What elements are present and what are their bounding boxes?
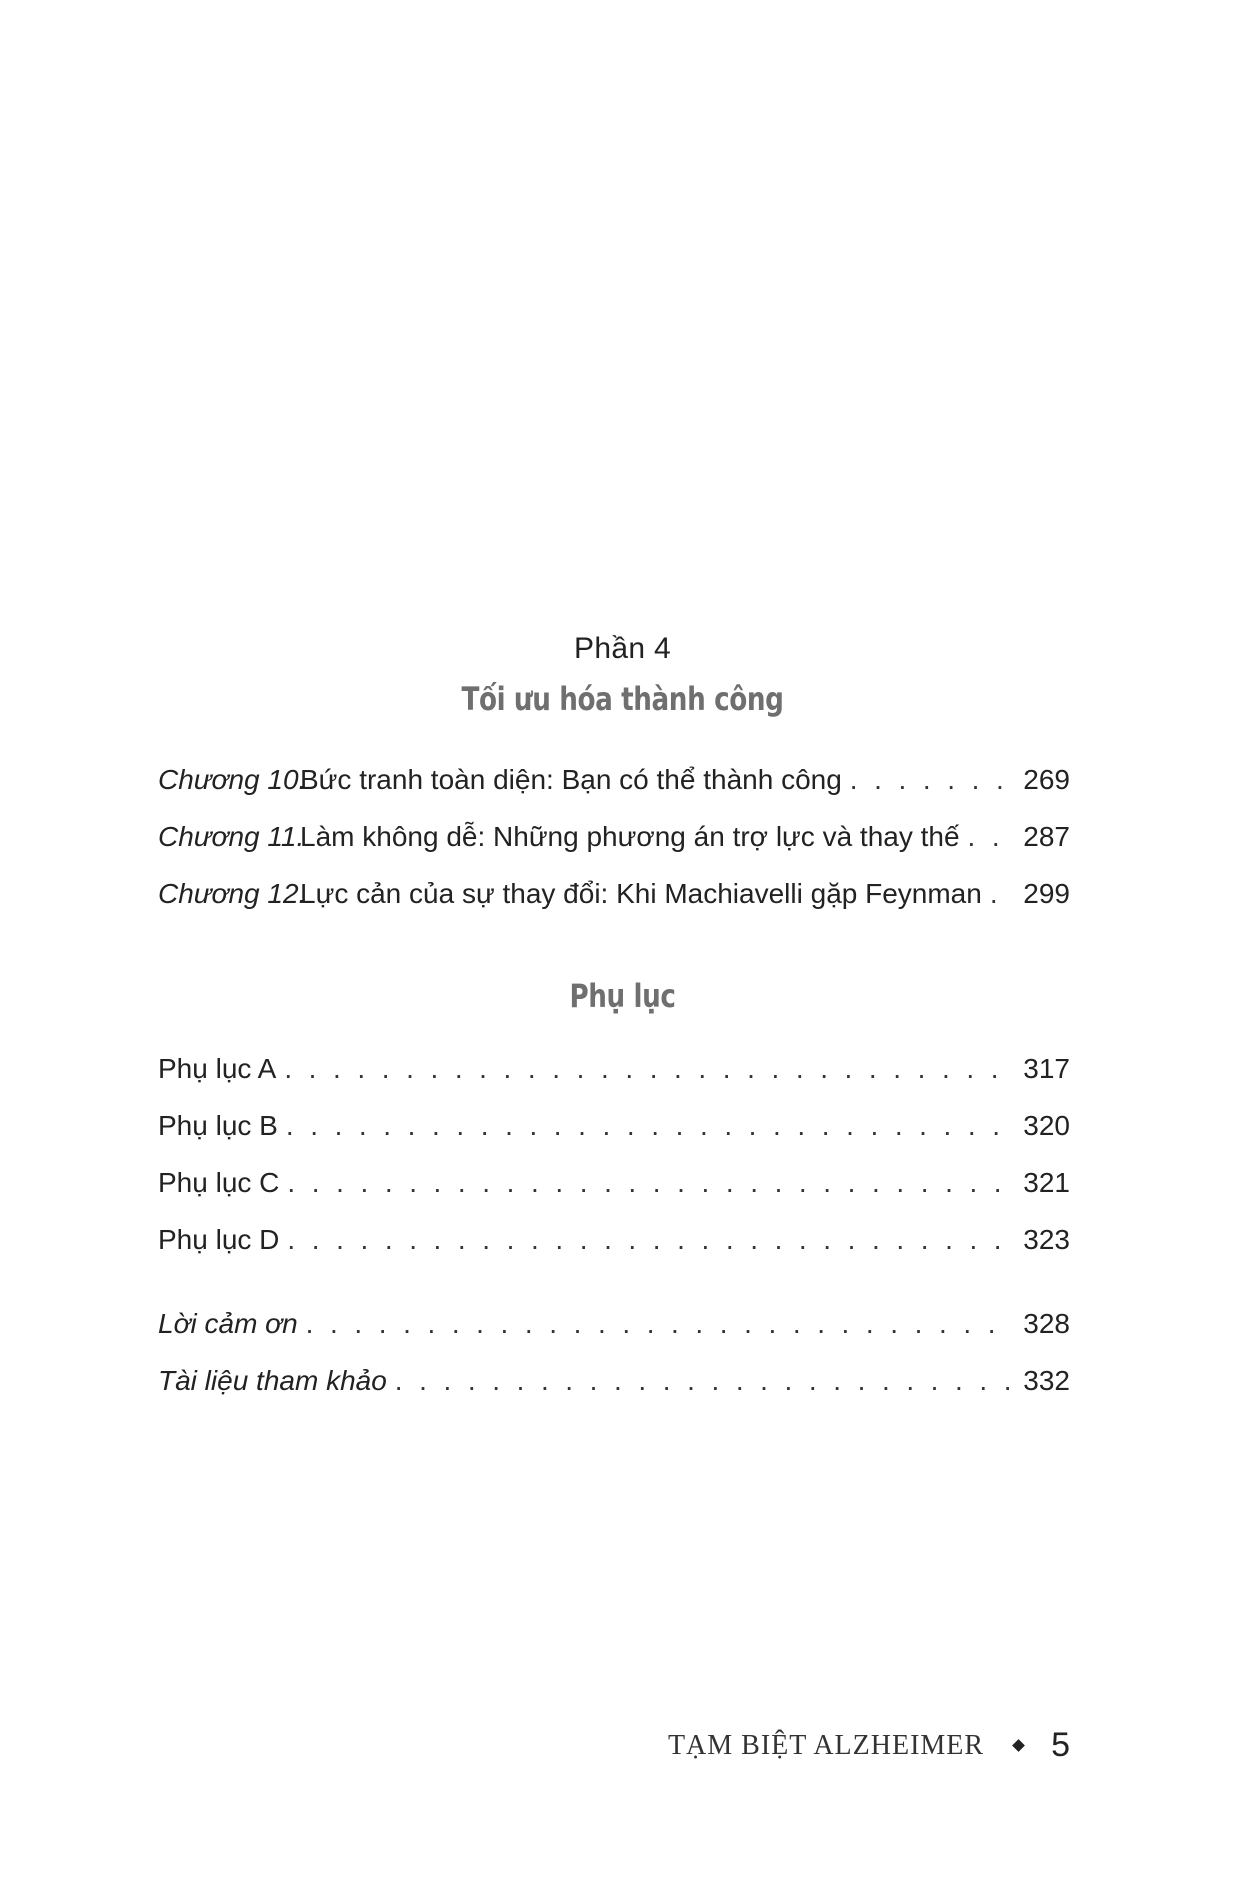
page-number: 320 [1023, 1110, 1070, 1141]
page-number: 323 [1023, 1224, 1070, 1255]
dot-leader [286, 1110, 1013, 1142]
appendix-title: Phụ lục D [158, 1224, 280, 1255]
toc-entry-appendix-a [158, 1053, 1070, 1093]
part-label: Phần 4 [574, 632, 671, 665]
appendix-title: Phụ lục A [158, 1053, 277, 1084]
chapter-prefix: Chương 10. [158, 764, 307, 795]
appendix-title: Phụ lục [569, 977, 676, 1015]
toc-entry-references [158, 1365, 1070, 1405]
diamond-icon [1012, 1739, 1025, 1752]
dot-leader [968, 821, 1014, 853]
toc-entry-appendix-b [158, 1110, 1070, 1150]
page-number: 287 [1023, 821, 1070, 852]
appendix-title: Phụ lục B [158, 1110, 278, 1141]
toc-entry-chapter-10 [158, 764, 1070, 804]
dot-leader [287, 1167, 1013, 1199]
footer-book-title: TẠM BIỆT ALZHEIMER [667, 1729, 985, 1761]
back-matter-title: Tài liệu tham khảo [158, 1365, 387, 1396]
dot-leader [395, 1365, 1013, 1397]
chapter-prefix: Chương 11. [158, 821, 305, 852]
dot-leader [850, 764, 1013, 796]
page-number: 321 [1023, 1167, 1070, 1198]
toc-entry-appendix-d [158, 1224, 1070, 1264]
dot-leader [990, 878, 1013, 910]
page-number: 332 [1023, 1365, 1070, 1396]
chapter-title: Bức tranh toàn diện: Bạn có thể thành công [300, 764, 842, 795]
chapter-prefix: Chương 12. [158, 878, 307, 909]
chapter-title: Lực cản của sự thay đổi: Khi Machiavelli gặp Feynman [300, 878, 982, 909]
toc-entry-chapter-11 [158, 821, 1070, 861]
page-number: 317 [1023, 1053, 1070, 1084]
toc-entry-chapter-12 [158, 878, 1070, 918]
back-matter-title: Lời cảm ơn [158, 1308, 298, 1339]
dot-leader [287, 1224, 1013, 1256]
part-title: Tối ưu hóa thành công [461, 680, 784, 718]
dot-leader [306, 1308, 1014, 1340]
appendix-title: Phụ lục C [158, 1167, 280, 1198]
dot-leader [284, 1053, 1013, 1085]
page-number: 328 [1023, 1308, 1070, 1339]
chapter-title: Làm không dễ: Những phương án trợ lực và thay thế [300, 821, 960, 852]
toc-entry-acknowledgements [158, 1308, 1070, 1348]
running-footer [668, 1726, 1070, 1765]
toc-entry-appendix-c [158, 1167, 1070, 1207]
page-number: 299 [1023, 878, 1070, 909]
folio-page-number: 5 [1051, 1726, 1070, 1764]
page-number: 269 [1023, 764, 1070, 795]
